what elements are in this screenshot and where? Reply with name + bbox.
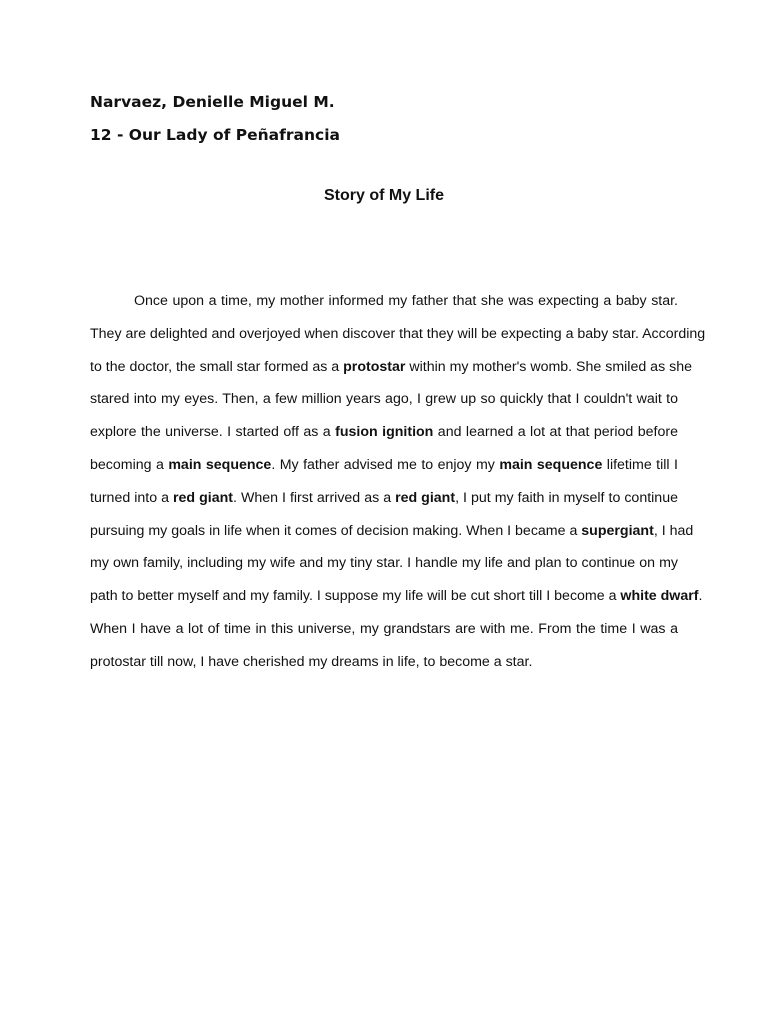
term-red-giant: red giant — [395, 489, 456, 506]
story-paragraph — [90, 285, 706, 679]
term-supergiant: supergiant — [581, 522, 654, 539]
paragraph-line-9: my own family, including my wife and my tiny star. I handle my life and plan to continue on my — [90, 555, 678, 572]
paragraph-line-6: becoming a main sequence. My father advised me to enjoy my main sequence lifetime till I — [90, 456, 678, 473]
term-protostar: protostar — [343, 358, 406, 375]
paragraph-line-1: Once upon a time, my mother informed my father that she was expecting a baby star. — [134, 293, 678, 309]
paragraph-line-11: When I have a lot of time in this universe, my grandstars are with me. From the time I was a — [90, 620, 678, 637]
paragraph-line-4: stared into my eyes. Then, a few million years ago, I grew up so quickly that I couldn't wait to — [90, 391, 678, 408]
author-name: Narvaez, Denielle Miguel M. — [90, 93, 335, 111]
term-main-sequence: main sequence — [168, 456, 272, 473]
paragraph-line-2: They are delighted and overjoyed when discover that they will be expecting a baby star. According — [90, 325, 706, 342]
term-red-giant: red giant — [173, 489, 233, 506]
paragraph-line-10: path to better myself and my family. I suppose my life will be cut short till I become a white dwarf. — [90, 588, 703, 605]
author-section: 12 - Our Lady of Peñafrancia — [90, 126, 340, 144]
paragraph-line-12: protostar till now, I have cherished my dreams in life, to become a star. — [90, 653, 533, 670]
paragraph-line-3: to the doctor, the small star formed as a protostar within my mother's womb. She smiled as she — [90, 358, 692, 375]
term-fusion-ignition: fusion ignition — [335, 424, 434, 441]
term-main-sequence: main sequence — [499, 456, 603, 473]
paragraph-line-7: turned into a red giant. When I first arrived as a red giant, I put my faith in myself to continue — [90, 489, 678, 506]
term-white-dwarf: white dwarf — [620, 588, 699, 605]
paragraph-line-5: explore the universe. I started off as a fusion ignition and learned a lot at that period before — [90, 424, 678, 441]
document-title: Story of My Life — [323, 187, 444, 204]
paragraph-line-8: pursuing my goals in life when it comes of decision making. When I became a supergiant, I had — [90, 522, 694, 539]
